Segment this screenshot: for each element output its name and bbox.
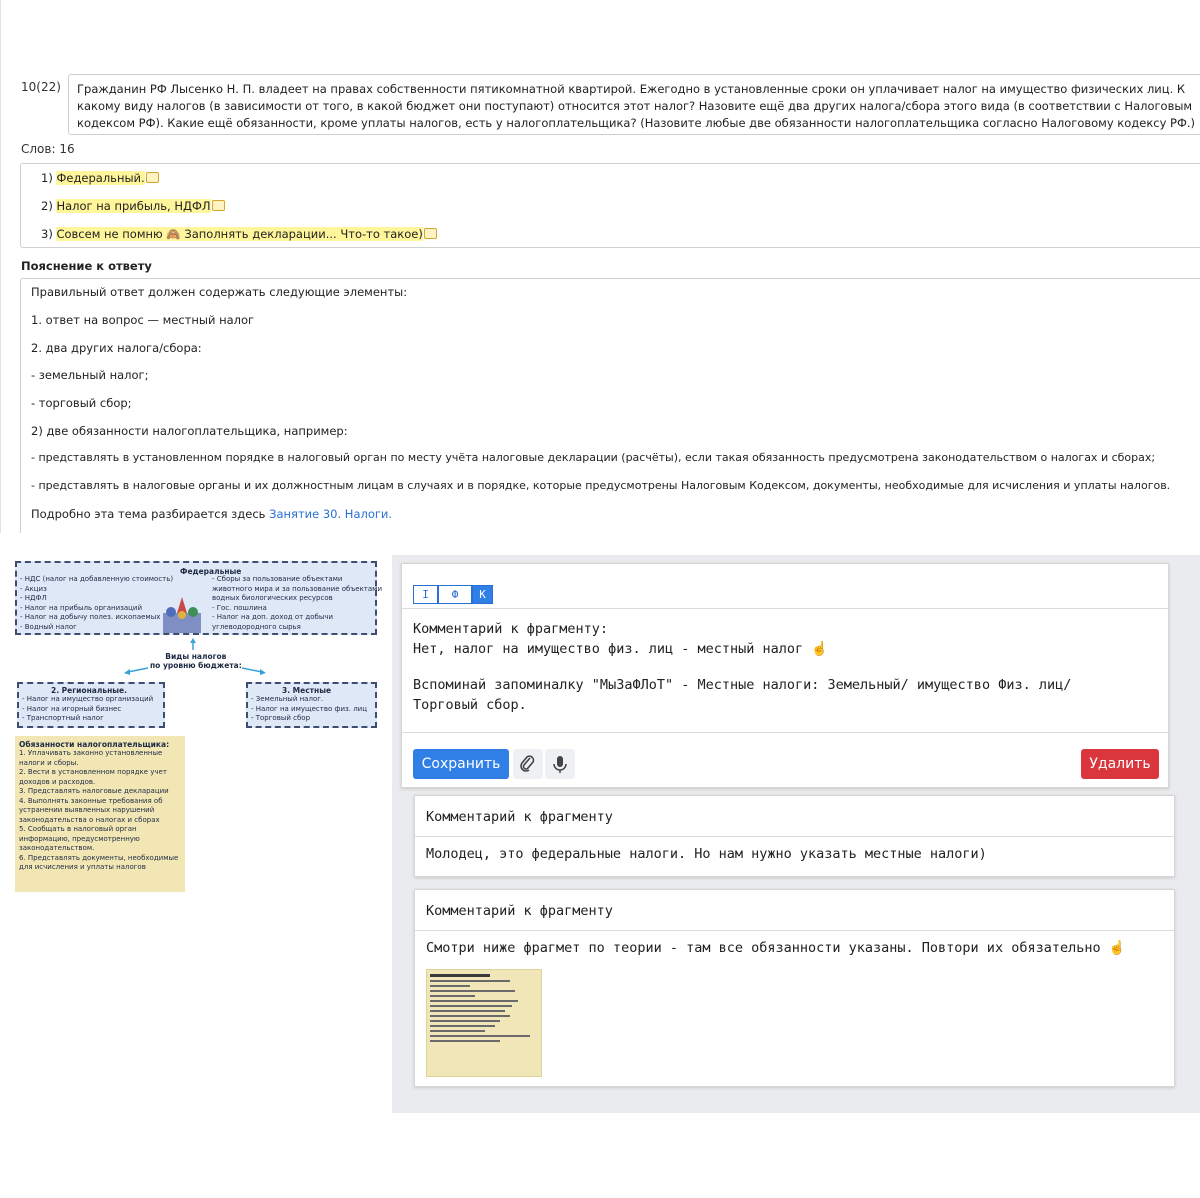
comment-editor-body[interactable] <box>413 619 1071 715</box>
comment-card-text: Молодец, это федеральные налоги. Но нам нужно указать местные налоги) <box>426 846 987 862</box>
question-text: Гражданин РФ Лысенко Н. П. владеет на правах собственности пятикомнатной квартирой. Ежегодно в установленные сроки он уплачивает налог на имущество физических лиц. К какому виду налогов (в зависимости от того, в какой бюджет они поступают) относится этот налог? Назовите ещё два других налога/сбора этого вида (в соответствии с Налоговым кодексом РФ). Какие ещё обязанности, кроме уплаты налогов, есть у налогоплательщика? (Назовите любые две обязанности налогоплательщика согласно Налоговому кодексу РФ.) <box>68 74 1200 135</box>
comment-text-3: Торговый сбор. <box>413 697 527 713</box>
explanation-box <box>20 278 1200 533</box>
highlighted-fragment[interactable]: Налог на прибыль, НДФЛ <box>56 199 211 213</box>
comment-card-text: Смотри ниже фрагмет по теории - там все обязанности указаны. Повтори их обязательно ☝️ <box>426 940 1126 956</box>
local-taxes-box <box>246 682 377 728</box>
delete-button[interactable]: Удалить <box>1081 749 1159 779</box>
explanation-line: - представлять в налоговые органы и их должностным лицам в случаях и в порядке, которые предусмотрены Налоговым Кодексом, документы, необходимые для исчисления и уплаты налогов. <box>31 479 1171 492</box>
student-answer-box <box>20 163 1200 248</box>
page-left-border <box>0 0 4 533</box>
highlighted-fragment[interactable]: Совсем не помню 🙈 Заполнять декларации... Что-то такое) <box>56 227 423 241</box>
explanation-footer: Подробно эта тема разбирается здесь Занятие 30. Налоги. <box>31 507 393 521</box>
federal-left-list: - НДС (налог на добавленную стоимость) - Акциз - НДФЛ - Налог на прибыль организаций - Налог на добычу полез. ископаемых - Водный налог <box>20 575 174 631</box>
duties-note: Обязанности налогоплательщика: 1. Уплачивать законно установленные налоги и сборы. 2. Вести в установленном порядке учет доходов и расходов. 3. Представлять налоговые декларации 4. Выполнять законные требования об устранении выявленных нарушений законодательства о налогах и сборах 5. Сообщать в налоговый орган информацию, предусмотренную законодательством. 6. Представлять документы, необходимые для исчисления и уплаты налогов <box>15 736 185 892</box>
explanation-line: 2. два других налога/сбора: <box>31 341 202 355</box>
comment-marker-icon[interactable] <box>212 200 225 211</box>
explanation-line: Правильный ответ должен содержать следующие элементы: <box>31 285 408 299</box>
answer-line-1: 1) Федеральный. <box>41 169 159 187</box>
attach-button[interactable] <box>513 749 543 779</box>
federal-title: Федеральные <box>180 567 242 576</box>
regional-title: 2. Региональные. <box>51 686 127 695</box>
federal-right-list: - Сборы за пользование объектами животного мира и за пользование объектами водных биологических ресурсов - Гос. пошлина - Налог на доп. доход от добычи углеводородного сырья <box>212 575 382 631</box>
comment-card <box>414 795 1175 877</box>
comment-text: Нет, налог на имущество физ. лиц - местный налог ☝️ <box>413 641 829 657</box>
explanation-line: 1. ответ на вопрос — местный налог <box>31 313 255 327</box>
word-count: Слов: 16 <box>21 142 75 156</box>
voice-button[interactable] <box>545 749 575 779</box>
local-list: - Земельный налог. - Налог на имущество физ. лиц - Торговый сбор <box>251 695 367 722</box>
lesson-link[interactable]: Занятие 30. Налоги. <box>269 507 393 521</box>
federal-taxes-box <box>15 561 382 635</box>
duties-title: Обязанности налогоплательщика: <box>19 740 170 749</box>
comment-marker-icon[interactable] <box>146 172 159 183</box>
explanation-line: - торговый сбор; <box>31 396 132 410</box>
italic-tab[interactable]: I <box>413 585 438 604</box>
explanation-line: - представлять в установленном порядке в налоговый орган по месту учёта налоговые декларации (расчёты), если такая обязанность предусмотрена законодательством о налогах и сборах; <box>31 451 1156 464</box>
paperclip-icon <box>513 749 543 779</box>
microphone-icon <box>545 749 575 779</box>
tax-infographic <box>10 558 390 896</box>
regional-taxes-box <box>17 682 165 728</box>
answer-line-3: 3) Совсем не помню 🙈 Заполнять декларации... Что-то такое) <box>41 225 437 243</box>
comment-card <box>414 889 1175 1087</box>
center-title: Виды налогов по уровню бюджета: <box>150 652 242 670</box>
highlighted-fragment[interactable]: Федеральный. <box>56 171 145 185</box>
explanation-line: - земельный налог; <box>31 368 149 382</box>
answer-line-2: 2) Налог на прибыль, НДФЛ <box>41 197 225 215</box>
comment-card-title: Комментарий к фрагменту <box>426 903 613 919</box>
comment-card-title: Комментарий к фрагменту <box>426 809 613 825</box>
format-tab[interactable]: Ф <box>438 585 472 604</box>
save-button[interactable]: Сохранить <box>413 749 509 779</box>
theory-thumbnail[interactable] <box>426 969 542 1077</box>
explanation-line: 2) две обязанности налогоплательщика, например: <box>31 424 348 438</box>
comment-tab[interactable]: К <box>472 585 493 604</box>
comment-editor <box>401 563 1169 788</box>
regional-list: - Налог на имущество организаций - Налог на игорный бизнес - Транспортный налог <box>22 695 154 722</box>
question-number: 10(22) <box>21 80 61 94</box>
comment-text-2: Вспоминай запоминалку "МыЗаФЛоТ" - Местные налоги: Земельный/ имущество Физ. лиц/ <box>413 677 1072 693</box>
explanation-title: Пояснение к ответу <box>21 259 152 273</box>
comment-marker-icon[interactable] <box>424 228 437 239</box>
comment-panel <box>392 555 1200 1113</box>
comment-label: Комментарий к фрагменту: <box>413 621 609 637</box>
text-lines-icon <box>427 970 541 1076</box>
local-title: 3. Местные <box>282 686 332 695</box>
kremlin-icon <box>159 597 205 633</box>
